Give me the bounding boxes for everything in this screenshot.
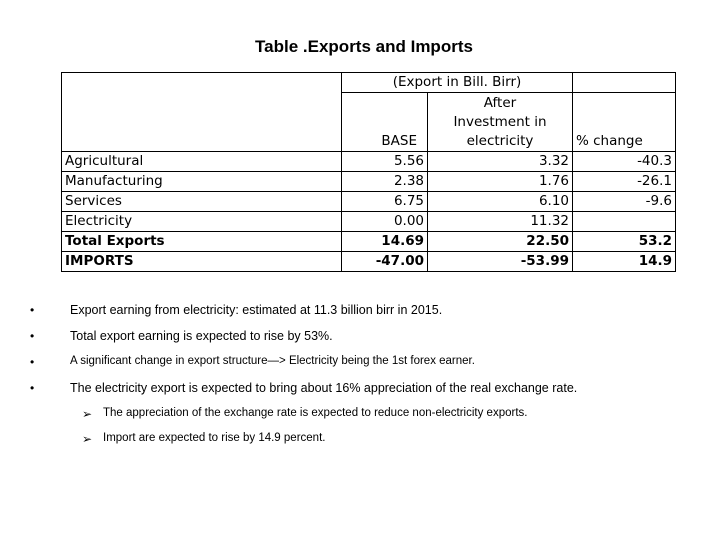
row-label: Total Exports xyxy=(62,232,342,252)
table-row xyxy=(62,212,676,232)
page-title: Table .Exports and Imports xyxy=(255,37,473,56)
row-label: Agricultural xyxy=(62,152,342,172)
row-after: -53.99 xyxy=(428,252,573,272)
row-label: Electricity xyxy=(62,212,342,232)
table-header-row-columns xyxy=(62,93,676,152)
row-base: 0.00 xyxy=(342,212,428,232)
table-row xyxy=(62,192,676,212)
row-change: -26.1 xyxy=(573,172,676,192)
row-change xyxy=(573,212,676,232)
row-label: Services xyxy=(62,192,342,212)
row-after: 22.50 xyxy=(428,232,573,252)
row-base: -47.00 xyxy=(342,252,428,272)
column-header-after-line1: After xyxy=(483,95,517,111)
table-row xyxy=(62,152,676,172)
row-label: Manufacturing xyxy=(62,172,342,192)
exports-imports-table xyxy=(61,72,676,272)
bullet-marker: • xyxy=(30,303,35,317)
row-after: 1.76 xyxy=(428,172,573,192)
sub-bullet-text: Import are expected to rise by 14.9 percent. xyxy=(103,432,326,444)
bullet-marker: • xyxy=(30,355,35,369)
table-row xyxy=(62,172,676,192)
table-header-row-unit xyxy=(62,73,676,93)
bullet-marker: • xyxy=(30,329,35,343)
row-change: -9.6 xyxy=(573,192,676,212)
bullet-text: Total export earning is expected to rise by 53%. xyxy=(70,329,333,343)
row-base: 6.75 xyxy=(342,192,428,212)
header-blank-cell xyxy=(62,73,342,93)
row-change: -40.3 xyxy=(573,152,676,172)
column-header-change: % change xyxy=(573,93,676,152)
bullet-text: The electricity export is expected to bring about 16% appreciation of the real exchange rate. xyxy=(70,381,578,395)
column-header-base: BASE xyxy=(342,93,428,152)
header-label-cell xyxy=(62,93,342,152)
unit-header: (Export in Bill. Birr) xyxy=(342,73,573,93)
row-base: 14.69 xyxy=(342,232,428,252)
row-base: 2.38 xyxy=(342,172,428,192)
sub-bullet-text: The appreciation of the exchange rate is expected to reduce non-electricity exports. xyxy=(103,407,528,419)
row-after: 11.32 xyxy=(428,212,573,232)
table-row xyxy=(62,252,676,272)
bullet-text: A significant change in export structure—> Electricity being the 1st forex earner. xyxy=(70,355,475,367)
table-row xyxy=(62,232,676,252)
header-blank-change xyxy=(573,73,676,93)
column-header-after-line3: electricity xyxy=(466,133,534,149)
row-label: IMPORTS xyxy=(62,252,342,272)
row-base: 5.56 xyxy=(342,152,428,172)
row-after: 6.10 xyxy=(428,192,573,212)
row-after: 3.32 xyxy=(428,152,573,172)
arrow-bullet-icon: ➢ xyxy=(82,407,93,421)
row-change: 53.2 xyxy=(573,232,676,252)
bullet-text: Export earning from electricity: estimated at 11.3 billion birr in 2015. xyxy=(70,303,443,317)
row-change: 14.9 xyxy=(573,252,676,272)
column-header-after xyxy=(428,93,573,152)
arrow-bullet-icon: ➢ xyxy=(82,432,93,446)
bullet-marker: • xyxy=(30,381,35,395)
column-header-after-line2: Investment in xyxy=(453,114,547,130)
